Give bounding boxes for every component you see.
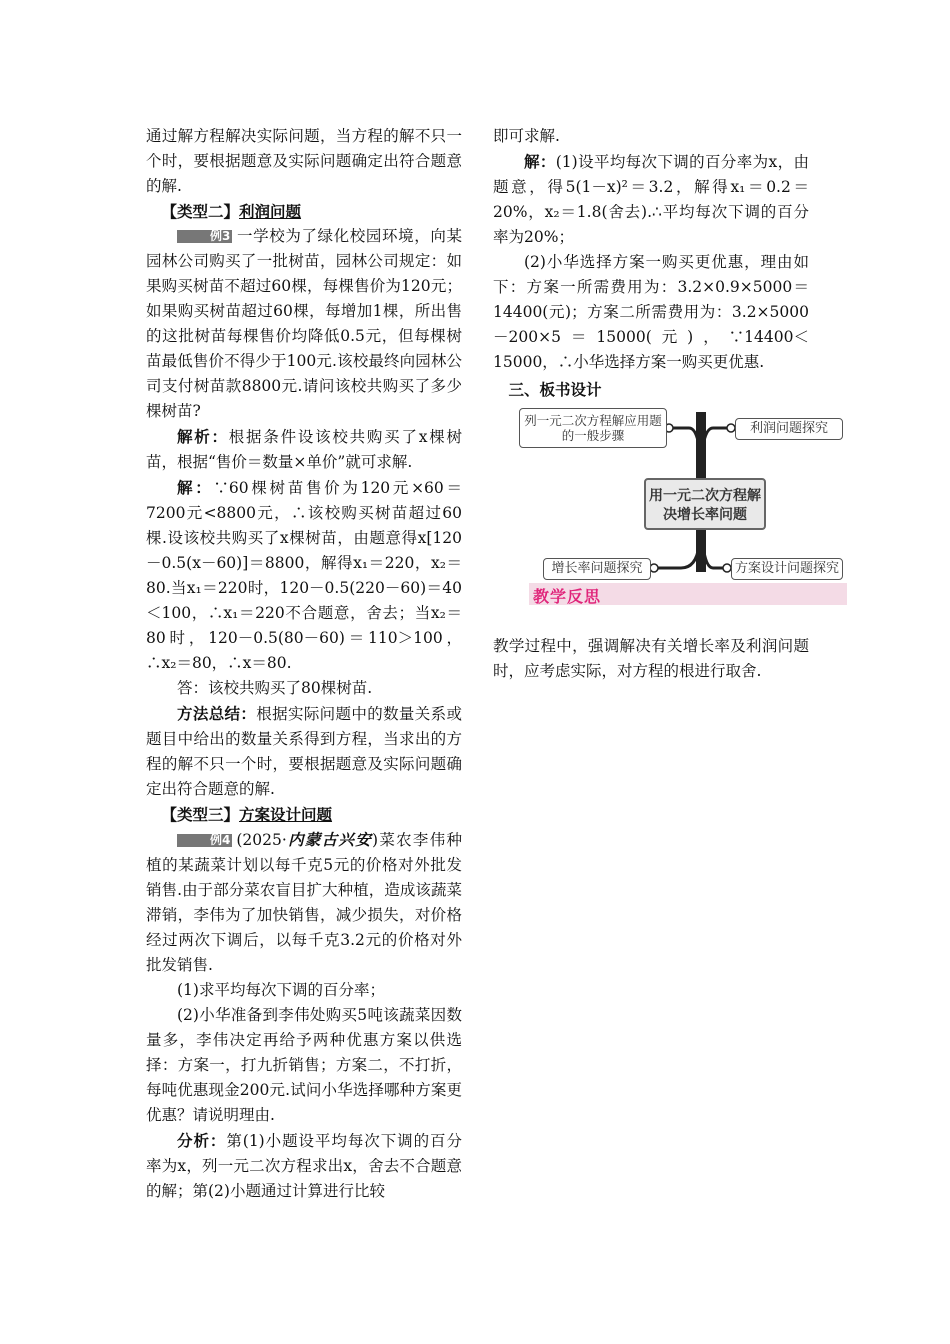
type-three-heading bbox=[146, 802, 462, 827]
node-plan-design-problem: 方案设计问题探究 bbox=[731, 558, 843, 580]
type-three-title: 方案设计问题 bbox=[239, 805, 333, 824]
branch-top-right bbox=[703, 428, 731, 446]
paragraph: 通过解方程解决实际问题，当方程的解不只一个时，要根据题意及实际问题确定出符合题意的解. bbox=[146, 127, 462, 195]
connector-dot bbox=[727, 424, 735, 432]
section-heading: 三、板书设计 bbox=[508, 380, 602, 399]
example-4-source-close: ) bbox=[372, 831, 379, 849]
example-4-question-2: (2)小华准备到李伟处购买5吨该蔬菜因数量多，李伟决定再给予两种优惠方案以供选择：方案一，打九折销售；方案二，不打折，每吨优惠现金200元.试问小华选择哪种方案更优惠？请说明理由. bbox=[146, 1006, 462, 1124]
type-two-bracket: 【类型二】 bbox=[161, 202, 240, 221]
example-4-text: 菜农李伟种植的某蔬菜计划以每千克5元的价格对外批发销售.由于部分菜农盲目扩大种植，造成该蔬菜滞销，李伟为了加快销售，减少损失，对价格经过两次下调后，以每千克3.2元的价格对外批发销售. bbox=[146, 831, 462, 974]
type-two-heading bbox=[146, 199, 462, 224]
method-text: 根据实际问题中的数量关系或题目中给出的数量关系得到方程，当求出的方程的解不只一个时，要根据题意及实际问题确定出符合题意的解. bbox=[146, 705, 462, 798]
example-3-badge: 例3 bbox=[177, 230, 232, 243]
method-label: 方法总结： bbox=[177, 704, 257, 723]
connector-dot bbox=[723, 564, 731, 572]
branch-top-left bbox=[669, 428, 699, 446]
board-design-diagram bbox=[499, 406, 843, 612]
solution-text: (1)设平均每次下调的百分率为x，由题意，得5(1－x)²＝3.2，解得x₁＝0.2＝20%，x₂＝1.8(舍去).∴平均每次下调的百分率为20%； bbox=[493, 153, 809, 246]
connector-dot bbox=[650, 564, 658, 572]
example-4 bbox=[146, 827, 462, 978]
example-3-solution bbox=[146, 475, 462, 676]
example-3-analysis bbox=[146, 424, 462, 475]
right-column bbox=[493, 124, 839, 684]
node-center-topic: 用一元二次方程解决增长率问题 bbox=[644, 478, 766, 530]
analysis-label: 分析： bbox=[177, 1131, 227, 1150]
left-column bbox=[146, 124, 462, 1204]
example-3 bbox=[146, 224, 462, 424]
analysis-text: 根据条件设该校共购买了x棵树苗，根据“售价＝数量×单价”就可求解. bbox=[146, 428, 462, 471]
type-three-bracket: 【类型三】 bbox=[161, 805, 240, 824]
node-general-steps: 列一元二次方程解应用题的一般步骤 bbox=[519, 408, 667, 448]
banner-title: 教学反思 bbox=[533, 587, 602, 606]
example-4-analysis bbox=[146, 1128, 462, 1204]
type-two-title: 利润问题 bbox=[239, 202, 302, 221]
branch-bottom-right bbox=[703, 546, 727, 568]
example-4-solution-1 bbox=[493, 149, 809, 250]
branch-bottom-left bbox=[654, 546, 699, 568]
analysis-text: 第(1)小题设平均每次下调的百分率为x，列一元二次方程求出x，舍去不合题意的解；第(2)小题通过计算进行比较 bbox=[146, 1132, 462, 1200]
solution-label: 解： bbox=[177, 478, 214, 497]
method-summary bbox=[146, 701, 462, 802]
example-4-badge: 例4 bbox=[177, 834, 232, 847]
continuation: 即可求解. bbox=[493, 127, 560, 145]
solution-label: 解： bbox=[524, 152, 556, 171]
example-4-question-1: (1)求平均每次下调的百分率； bbox=[177, 981, 385, 999]
reflection-banner bbox=[529, 583, 847, 605]
example-3-text: 一学校为了绿化校园环境，向某园林公司购买了一批树苗，园林公司规定：如果购买树苗不超过60棵，每棵售价为120元；如果购买树苗超过60棵，每增加1棵，所出售的这批树苗每棵售价均降低0.5元，但每棵树苗最低售价不得少于100元.该校最终向园林公司支付树苗款8800元.请问该校共购买了多少棵树苗? bbox=[146, 227, 462, 420]
node-profit-problem: 利润问题探究 bbox=[735, 418, 843, 440]
analysis-label: 解析： bbox=[177, 427, 229, 446]
reflection-text: 教学过程中，强调解决有关增长率及利润问题时，应考虑实际，对方程的根进行取舍. bbox=[493, 637, 809, 680]
example-4-source-place: 内蒙古兴安 bbox=[286, 830, 372, 849]
example-4-solution-2: (2)小华选择方案一购买更优惠，理由如下：方案一所需费用为：3.2×0.9×5000＝14400(元)；方案二所需费用为：3.2×5000－200×5＝15000(元)，∵14400＜15000，∴小华选择方案一购买更优惠. bbox=[493, 253, 809, 371]
solution-text: ∵60棵树苗售价为120元×60＝7200元<8800元，∴该校购买树苗超过60棵.设该校共购买了x棵树苗，由题意得x[120－0.5(x－60)]＝8800，解得x₁＝220，x₂＝80.当x₁＝220时，120－0.5(220－60)＝40＜100，∴x₁＝220不合题意，舍去；当x₂＝80时，120－0.5(80－60)＝110＞100，∴x₂＝80，∴x＝80. bbox=[146, 479, 462, 672]
example-4-source-open: (2025· bbox=[236, 831, 287, 849]
example-3-answer: 答：该校共购买了80棵树苗. bbox=[177, 679, 373, 697]
node-growth-rate-problem: 增长率问题探究 bbox=[543, 558, 651, 580]
